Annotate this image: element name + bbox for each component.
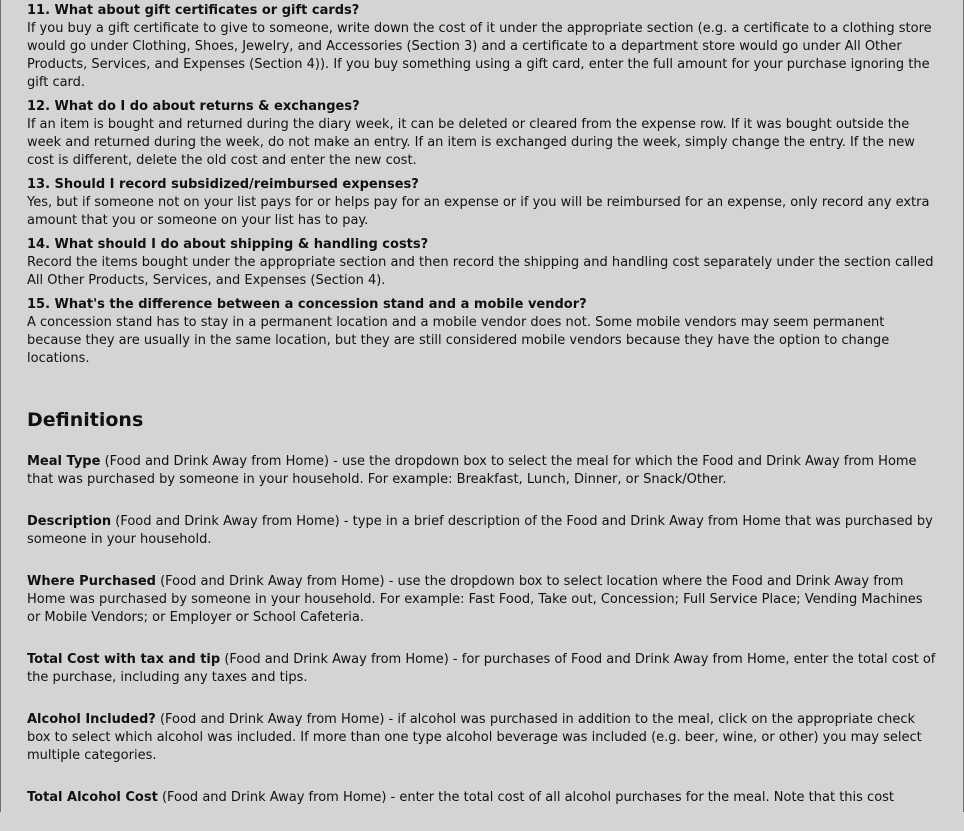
definitions-heading: Definitions: [27, 409, 144, 431]
faq-answer: A concession stand has to stay in a permanent location and a mobile vendor does not. Some mobile vendors may seem permanent because they are usually in the same location, but they are still considered mobile vendors because they have the option to change locations.: [27, 315, 890, 366]
definition-term: Meal Type: [27, 454, 101, 469]
definition-description: [27, 513, 937, 549]
definition-text: (Food and Drink Away from Home) - if alcohol was purchased in addition to the meal, click on the appropriate check box to select which alcohol was included. If more than one type alcohol beverage was included (e.g. beer, wine, or other) you may select multiple categories.: [27, 712, 922, 763]
definition-where-purchased: [27, 573, 937, 627]
faq-answer: If an item is bought and returned during the diary week, it can be deleted or cleared from the expense row. If it was bought outside the week and returned during the week, do not make an entry. If an item is exchanged during the week, simply change the entry. If the new cost is different, delete the old cost and enter the new cost.: [27, 117, 915, 168]
faq-question: 11. What about gift certificates or gift cards?: [27, 3, 360, 18]
faq-question: 15. What's the difference between a concession stand and a mobile vendor?: [27, 297, 587, 312]
faq-answer: Yes, but if someone not on your list pays for or helps pay for an expense or if you will be reimbursed for an expense, only record any extra amount that you or someone on your list has to pay.: [27, 195, 930, 228]
faq-answer: If you buy a gift certificate to give to someone, write down the cost of it under the appropriate section (e.g. a certificate to a clothing store would go under Clothing, Shoes, Jewelry, and Accessories (Section 3) and a certificate to a department store would go under All Other Products, Services, and Expenses (Section 4)). If you buy something using a gift card, enter the full amount for your purchase ignoring the gift card.: [27, 21, 932, 90]
faq-item-13: [27, 176, 937, 230]
definition-text: (Food and Drink Away from Home) - for purchases of Food and Drink Away from Home, enter the total cost of the purchase, including any taxes and tips.: [27, 652, 936, 685]
definition-term: Description: [27, 514, 112, 529]
faq-answer: Record the items bought under the appropriate section and then record the shipping and handling cost separately under the section called All Other Products, Services, and Expenses (Section 4).: [27, 255, 934, 288]
definition-text: (Food and Drink Away from Home) - use the dropdown box to select location where the Food and Drink Away from Home was purchased by someone in your household. For example: Fast Food, Take out, Concession; Full Service Place; Vending Machines or Mobile Vendors; or Employer or School Cafeteria.: [27, 574, 923, 625]
definition-total-alcohol-cost: [27, 789, 937, 807]
definition-term: Alcohol Included?: [27, 712, 156, 727]
definition-text: (Food and Drink Away from Home) - use the dropdown box to select the meal for which the Food and Drink Away from Home that was purchased by someone in your household. For example: Breakfast, Lunch, Dinner, or Snack/Other.: [27, 454, 917, 487]
definition-term: Total Alcohol Cost: [27, 790, 158, 805]
definition-text: (Food and Drink Away from Home) - enter the total cost of all alcohol purchases for the meal. Note that this cost: [161, 790, 895, 805]
faq-question: 13. Should I record subsidized/reimbursed expenses?: [27, 177, 419, 192]
faq-question: 12. What do I do about returns & exchanges?: [27, 99, 360, 114]
definition-term: Total Cost with tax and tip: [27, 652, 221, 667]
faq-item-12: [27, 98, 937, 170]
faq-item-15: [27, 296, 937, 368]
definition-text: (Food and Drink Away from Home) - type in a brief description of the Food and Drink Away from Home that was purchased by someone in your household.: [27, 514, 933, 547]
faq-item-11: [27, 2, 937, 92]
definition-total-cost: [27, 651, 937, 687]
definition-meal-type: [27, 453, 937, 489]
faq-question: 14. What should I do about shipping & handling costs?: [27, 237, 429, 252]
definition-term: Where Purchased: [27, 574, 156, 589]
definition-alcohol-included: [27, 711, 937, 765]
faq-item-14: [27, 236, 937, 290]
help-content: [27, 2, 937, 831]
